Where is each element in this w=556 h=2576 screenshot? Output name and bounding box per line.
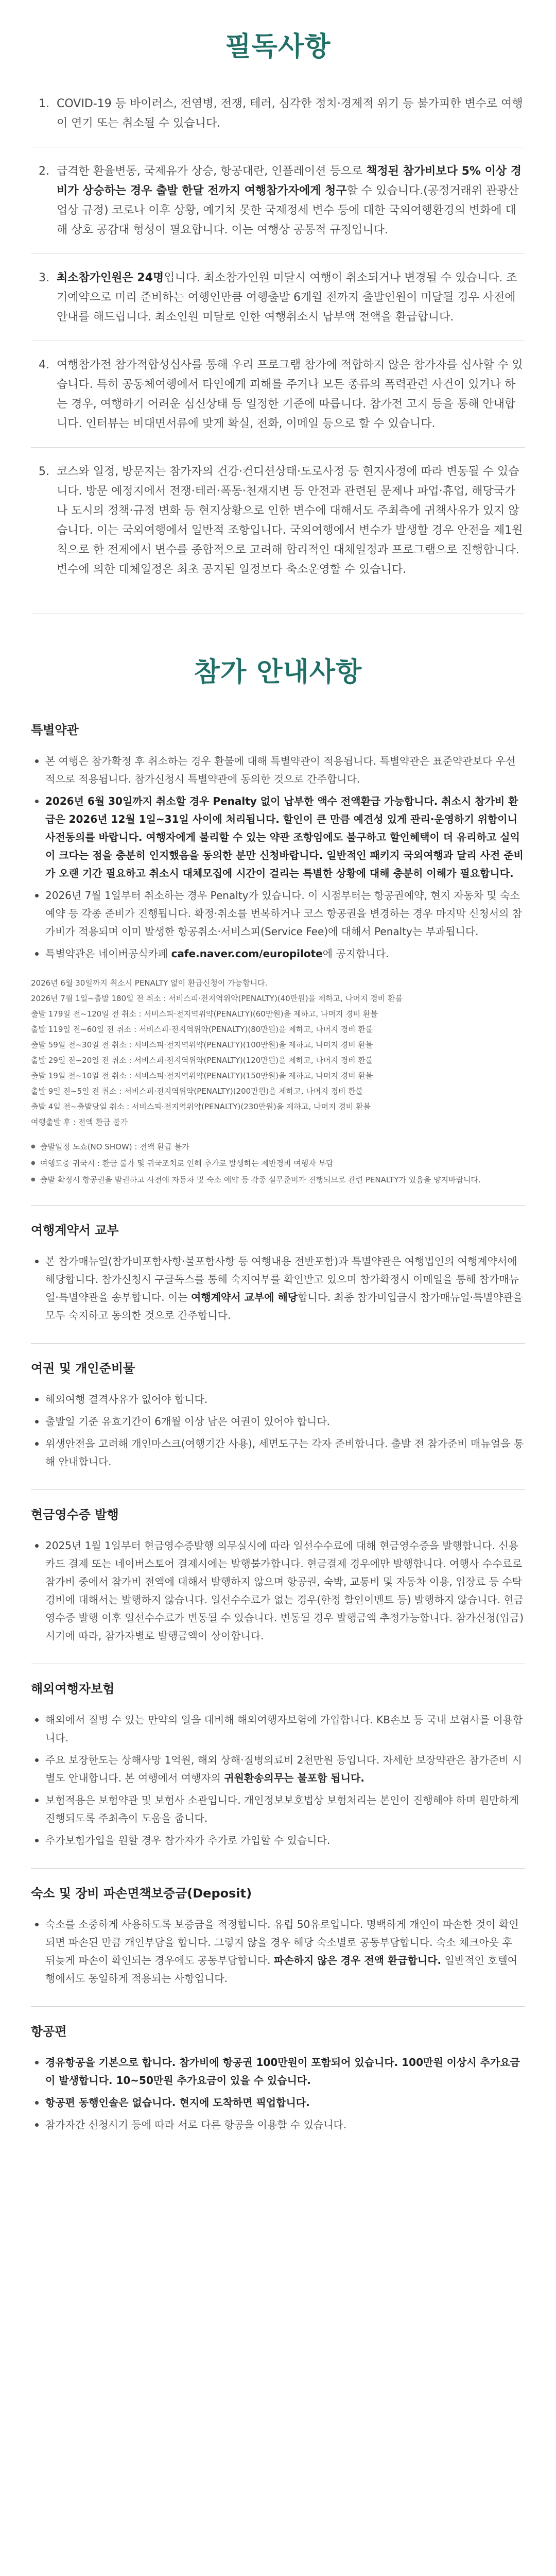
penalty-line: 출발 19일 전~10일 전 취소 : 서비스피·전지역위약(PENALTY)(150만원)을 제하고, 나머지 경비 환불: [31, 1071, 373, 1080]
special-terms-list: [31, 752, 525, 963]
emphasis-text: 여행계약서 교부에 해당: [190, 1291, 298, 1303]
receipt-heading: 현금영수증 발행: [31, 1507, 119, 1522]
emphasis-text: cafe.naver.com/europilote: [171, 947, 323, 960]
body-text: 2025년 1월 1일부터 현금영수증발행 의무실시에 따라 일선수수료에 대해 현금영수증을 발행합니다. 신용카드 결제 또는 네이버스토어 결제시에는 발행불가합니다. 현금결제 경우에만 발행합니다. 여행사 수수료로 참가비 중에서 참가비 전액에 대해서 발행하지 않으며 항공권, 숙박, 교통비 및 자동차 이용, 입장료 등 수탁경비에 대해서는 발행하지 않습니다. 일선수수료가 없는 경우(한정 할인이벤트 등) 발행하지 않습니다. 현금영수증 발행 이후 일선수수료가 변동될 수 있습니다. 변동될 경우 발행금액 추정가능합니다. 참가신청(입금) 시기에 따라, 참가자별로 발행금액이 상이합니다.: [45, 1539, 524, 1642]
penalty-line: 출발 119일 전~60일 전 취소 : 서비스피·전지역위약(PENALTY)(80만원)을 제하고, 나머지 경비 환불: [31, 1025, 373, 1034]
notice-item: [31, 162, 525, 254]
divider: [31, 1489, 525, 1490]
body-text: 출발일 기준 유효기간이 6개월 이상 남은 여권이 있어야 합니다.: [45, 1415, 330, 1428]
body-text: 입니다. 최소참가인원 미달시 여행이 취소되거나 변경될 수 있습니다. 조기예약으로 미리 준비하는 여행인만큼 여행출발 6개월 전까지 출발인원이 미달될 경우 사전에 안내를 해드립니다. 최소인원 미달로 인한 여행취소시 납부액 전액을 환급합니다.: [57, 272, 517, 324]
bullet-item: [31, 2094, 525, 2112]
bullet-item: [31, 1751, 525, 1787]
bullet-item: [31, 752, 525, 788]
penalty-line: 출발 179일 전~120일 전 취소 : 서비스피·전지역위약(PENALTY)(60만원)을 제하고, 나머지 경비 환불: [31, 1009, 378, 1019]
footnote: ● 출발 확정시 항공권을 발권하고 사전에 자동차 및 숙소 예약 등 각종 실무준비가 진행되므로 관련 PENALTY가 있음을 양지바랍니다.: [31, 1173, 525, 1187]
body-text: 본 여행은 참가확정 후 취소하는 경우 환불에 대해 특별약관이 적용됩니다. 특별약관은 표준약관보다 우선적으로 적용됩니다. 참가신청시 특별약관에 동의한 것으로 간주합니다.: [45, 755, 516, 785]
penalty-line: 출발 9일 전~5일 전 취소 : 서비스피·전지역위약(PENALTY)(200만원)을 제하고, 나머지 경비 환불: [31, 1087, 363, 1096]
contract-heading: 여행계약서 교부: [31, 1223, 119, 1238]
special-terms-heading: 특별약관: [31, 723, 79, 737]
notice-number: 1.: [39, 97, 49, 110]
body-text: 보험적용은 보험약관 및 보험사 소관입니다. 개인정보보호법상 보험처리는 본인이 진행해야 하며 원만하게 진행되도록 주최측이 도움을 줍니다.: [45, 1794, 519, 1824]
notice-item: [31, 355, 525, 448]
body-text: 에 공지합니다.: [322, 947, 389, 960]
penalty-line: 여행출발 후 : 전액 환급 불가: [31, 1117, 128, 1127]
bullet-item: [31, 1916, 525, 1988]
footnote: ● 출발일정 노쇼(NO SHOW) : 전액 환급 불가: [31, 1140, 525, 1154]
notice-text: [57, 162, 525, 240]
bullet-item: [31, 887, 525, 941]
penalty-schedule: [31, 975, 525, 1130]
guide-title: 참가 안내사항: [194, 657, 362, 688]
body-text: 특별약관은 네이버공식카페: [45, 947, 171, 960]
emphasis-text: 2026년 6월 30일까지 취소할 경우 Penalty 없이 납부한 액수 전액환급 가능합니다. 취소시 참가비 환급은 2026년 12월 1일~31일 사이에 처리됩니다. 할인이 큰 만큼 예견성 있게 관리·운영하기 위함이니 사전동의를 바랍니다. 여행자에게 불리할 수 있는 약관 조항임에도 불구하고 할인혜택이 더 유리하고 실익이 크다는 점을 충분히 인지했음을 동의한 분만 신청바랍니다. 일반적인 패키지 국외여행과 달리 사전 준비가 오랜 기간 필요하고 취소시 대체모집에 시간이 걸리는 특별한 상황에 대해 충분히 이해가 필요합니다.: [45, 795, 524, 879]
divider: [31, 1205, 525, 1206]
bullet-item: [31, 1832, 525, 1850]
deposit-heading: 숙소 및 장비 파손면책보증금(Deposit): [31, 1886, 252, 1901]
airfare-section: [31, 2021, 525, 2134]
insurance-section: [31, 1679, 525, 1850]
contract-list: [31, 1252, 525, 1325]
body-text: 해외여행 결격사유가 없어야 합니다.: [45, 1393, 208, 1405]
emphasis-text: 책정된 참가비보다 5% 이상 경비가 상승하는 경우 출발 한달 전까지 여행참가자에게 청구: [57, 165, 522, 197]
insurance-heading: 해외여행자보험: [31, 1682, 115, 1696]
footnote: ● 여행도중 귀국시 : 환급 불가 및 귀국조치로 인해 추가로 발생하는 제반경비 여행자 부담: [31, 1157, 525, 1170]
bullet-item: [31, 1252, 525, 1325]
notice-item: [31, 462, 525, 593]
bullet-item: [31, 1391, 525, 1409]
notice-text: [57, 462, 525, 580]
body-text: 할 수 있습니다.(공정거래위 관광산업상 규정) 코로나 이후 상황, 예기치 못한 국제정세 변수 등에 대한 국외여행환경의 변화에 대해 상호 공감대 형성이 필요합니다. 이는 여행상 공통적 규정입니다.: [57, 184, 519, 236]
bullet-item: [31, 1435, 525, 1471]
body-text: 급격한 환율변동, 국제유가 상승, 항공대란, 인플레이션 등으로: [57, 165, 367, 178]
bullet-item: [31, 1413, 525, 1431]
notice-item: [31, 268, 525, 341]
body-text: 위생안전을 고려해 개인마스크(여행기간 사용), 세면도구는 각자 준비합니다. 출발 전 참가준비 매뉴얼을 통해 안내합니다.: [45, 1437, 524, 1468]
penalty-line: 출발 4일 전~출발당일 취소 : 서비스피·전지역위약(PENALTY)(230만원)을 제하고, 나머지 경비 환불: [31, 1102, 371, 1111]
emphasis-text: 귀원환송의무는 불포함 됩니다.: [224, 1772, 364, 1784]
passport-section: [31, 1358, 525, 1471]
emphasis-text: 항공편 동행인솔은 없습니다. 현지에 도착하면 픽업합니다.: [45, 2096, 310, 2109]
insurance-list: [31, 1711, 525, 1850]
receipt-section: [31, 1504, 525, 1645]
body-text: COVID-19 등 바이러스, 전염병, 전쟁, 테러, 심각한 정치·경제적 위기 등 불가피한 변수로 여행이 연기 또는 취소될 수 있습니다.: [57, 97, 523, 130]
body-text: 코스와 일정, 방문지는 참가자의 건강·컨디션상태·도로사정 등 현지사정에 따라 변동될 수 있습니다. 방문 예정지에서 전쟁·테러·폭동·천재지변 등 안전과 관련된 문제나 파업·휴업, 해당국가나 도시의 정책·규정 변화 등 현지상황으로 인한 변수에 대해서도 주최측에 귀책사유가 있지 않습니다. 이는 국외여행에서 일반적 조항입니다. 국외여행에서 변수가 발생할 경우 안전을 제1원칙으로 한 전제에서 변수를 종합적으로 고려해 합리적인 대체일정과 프로그램으로 진행합니다. 변수에 의한 대체일정은 최초 공지된 일정보다 축소운영할 수 있습니다.: [57, 465, 523, 576]
penalty-line: 2026년 6월 30일까지 취소시 PENALTY 없이 환급신청이 가능합니다.: [31, 978, 268, 988]
bullet-item: [31, 1791, 525, 1827]
notice-text: [57, 355, 525, 434]
divider: [31, 2006, 525, 2007]
body-text: 여행참가전 참가적합성심사를 통해 우리 프로그램 참가에 적합하지 않은 참가자를 심사할 수 있습니다. 특히 공동체여행에서 타인에게 피해를 주거나 모든 종류의 폭력관련 사건이 있거나 하는 경우, 여행하기 어려운 심신상태 등 일정한 기준에 따릅니다. 참가전 고지 등을 통해 안내합니다. 인터뷰는 비대면서류에 맞게 확실, 전화, 이메일 등으로 할 수 있습니다.: [57, 359, 523, 430]
bullet-item: [31, 792, 525, 883]
penalty-line: 출발 59일 전~30일 전 취소 : 서비스피·전지역위약(PENALTY)(100만원)을 제하고, 나머지 경비 환불: [31, 1040, 373, 1049]
body-text: 해외에서 질병 수 있는 만약의 일을 대비해 해외여행자보험에 가입합니다. KB손보 등 국내 보험사를 이용합니다.: [45, 1714, 523, 1744]
penalty-footnotes: [31, 1140, 525, 1187]
penalty-line: 출발 29일 전~20일 전 취소 : 서비스피·전지역위약(PENALTY)(120만원)을 제하고, 나머지 경비 환불: [31, 1056, 373, 1065]
body-text: 2026년 7월 1일부터 취소하는 경우 Penalty가 있습니다. 이 시점부터는 항공권예약, 현지 자동차 및 숙소 예약 등 각종 준비가 진행됩니다. 확정·취소를 번복하거나 코스 항공권을 변경하는 경우 마지막 신청서의 참가비가 적용되며 이미 발생한 항공취소·서비스피(Service Fee)에 대해서 Penalty는 부과됩니다.: [45, 889, 523, 938]
caution-list: [31, 94, 525, 593]
body-text: 주요 보장한도는 상해사망 1억원, 해외 상해·질병의료비 2천만원 등입니다. 자세한 보장약관은 참가준비 시 별도 안내합니다. 본 여행에서 여행자의: [45, 1754, 522, 1784]
emphasis-text: 파손하지 않은 경우 전액 환급합니다.: [273, 1954, 442, 1967]
body-text: 숙소를 소중하게 사용하도록 보증금을 적정합니다. 유럽 50유로입니다. 명백하게 개인이 파손한 것이 확인되면 파손된 만큼 개인부담을 합니다. 그렇지 않을 경우 해당 숙소별로 공동부담합니다. 숙소 체크아웃 후 뒤늦게 파손이 확인되는 경우에도 공동부담합니다.: [45, 1918, 519, 1967]
body-text: 추가보험가입을 원할 경우 참가자가 추가로 가입할 수 있습니다.: [45, 1834, 331, 1846]
notice-number: 4.: [39, 359, 49, 371]
body-text: 일반적인 호텔여행에서도 동일하게 적용되는 사항입니다.: [45, 1954, 518, 1985]
passport-heading: 여권 및 개인준비물: [31, 1361, 135, 1376]
bullet-item: [31, 2054, 525, 2090]
notice-number: 5.: [39, 465, 49, 478]
divider: [31, 1343, 525, 1344]
body-text: 본 참가매뉴얼(참가비포함사항·불포함사항 등 여행내용 전반포함)과 특별약관은 여행법인의 여행계약서에 해당합니다. 참가신청시 구글독스를 통해 숙지여부를 확인받고 있으며 참가확정시 이메일을 통해 참가매뉴얼·특별약관을 송부합니다. 이는: [45, 1255, 519, 1303]
airfare-heading: 항공편: [31, 2024, 67, 2039]
notice-text: [57, 268, 525, 327]
receipt-list: [31, 1537, 525, 1645]
deposit-section: [31, 1883, 525, 1988]
bullet-item: [31, 2116, 525, 2134]
emphasis-text: 경유항공을 기본으로 합니다. 참가비에 항공권 100만원이 포함되어 있습니다. 100만원 이상시 추가요금이 발생합니다. 10~50만원 추가요금이 있을 수 있습니다.: [45, 2056, 520, 2087]
body-text: 합니다. 최종 참가비입금시 참가매뉴얼·특별약관을 모두 숙지하고 동의한 것으로 간주합니다.: [45, 1291, 523, 1321]
bullet-item: [31, 1711, 525, 1747]
body-text: 참가자간 신청시기 등에 따라 서로 다른 항공을 이용할 수 있습니다.: [45, 2119, 347, 2131]
bullet-item: [31, 945, 525, 963]
notice-number: 3.: [39, 272, 49, 284]
emphasis-text: 최소참가인원은 24명: [57, 272, 164, 284]
airfare-list: [31, 2054, 525, 2134]
notice-number: 2.: [39, 165, 49, 178]
bullet-item: [31, 1537, 525, 1645]
passport-list: [31, 1391, 525, 1471]
notice-text: [57, 94, 525, 133]
divider: [31, 1868, 525, 1869]
notice-item: [31, 94, 525, 147]
penalty-line: 2026년 7월 1일~출발 180일 전 취소 : 서비스피·전지역위약(PENALTY)(40만원)을 제하고, 나머지 경비 환불: [31, 994, 403, 1003]
deposit-list: [31, 1916, 525, 1988]
caution-title: 필독사항: [225, 31, 331, 62]
contract-section: [31, 1220, 525, 1325]
special-terms-section: [31, 720, 525, 1187]
